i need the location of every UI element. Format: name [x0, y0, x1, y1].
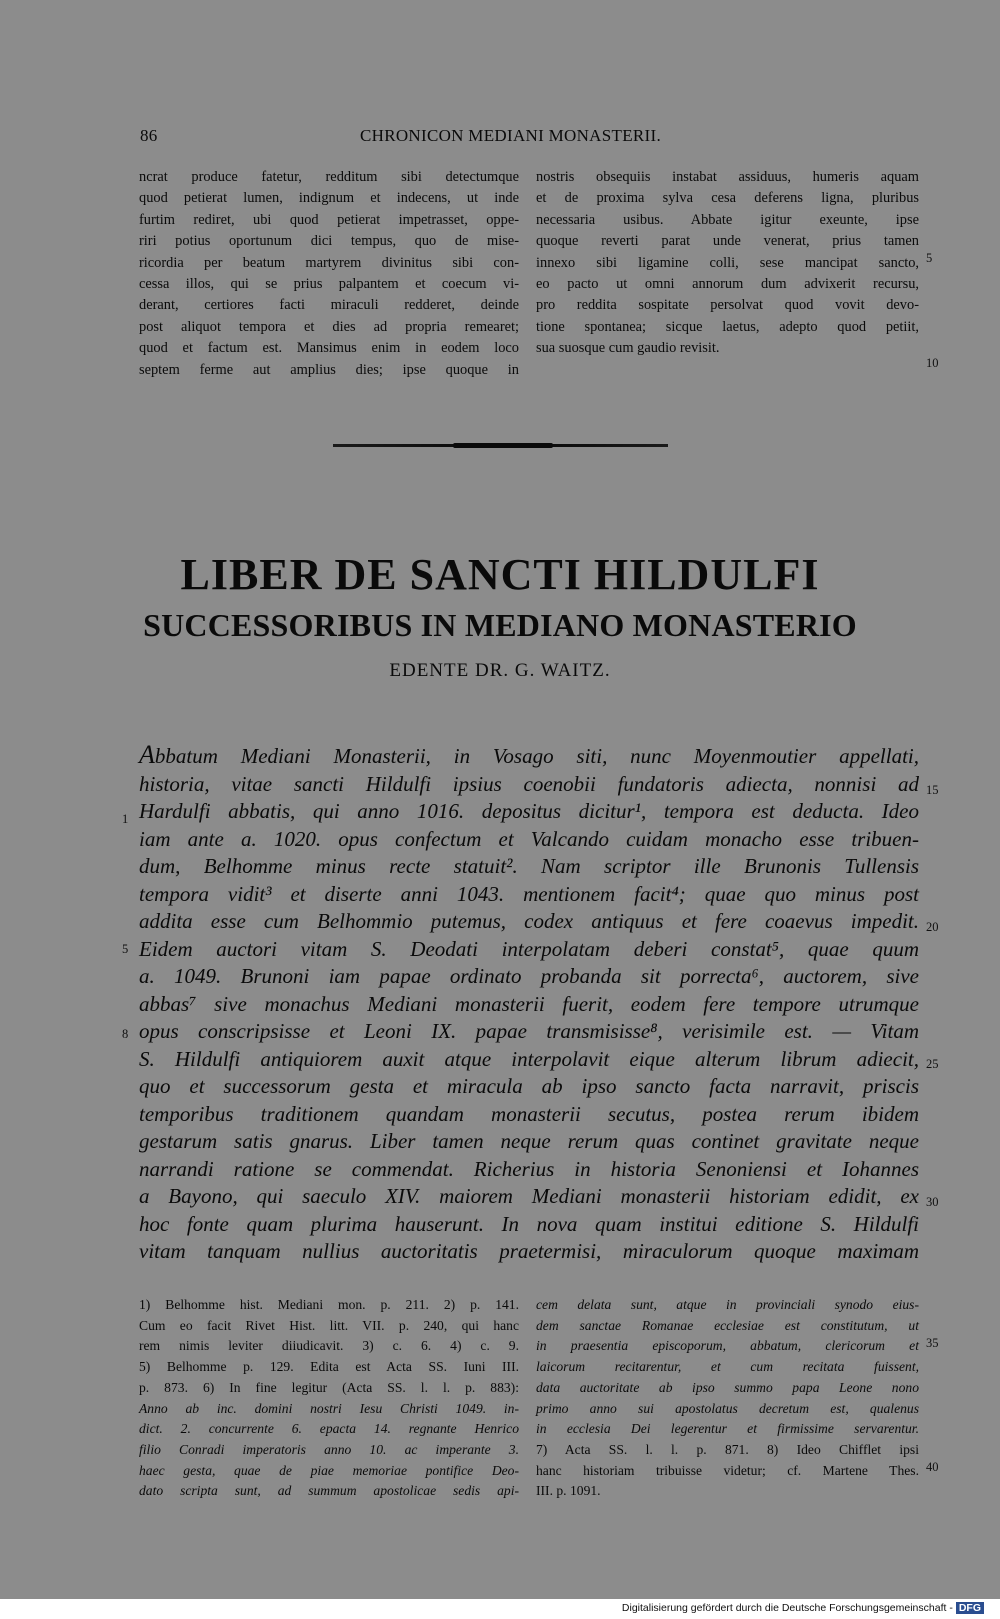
text-line: riri potius oportunum dici tempus, quo de mise- — [139, 233, 519, 250]
text-line: furtim rediret, ubi quod petierat impetrasset, oppe- — [139, 211, 519, 228]
text-line: ricordia per beatum martyrem divinitus sibi con- — [139, 254, 519, 271]
footnote-line: in ecclesia Dei legerentur et firmissime servarentur. — [536, 1421, 919, 1437]
dfg-logo: DFG — [956, 1602, 984, 1614]
text-line: cessa illos, qui se prius palpantem et coecum vi- — [139, 276, 519, 293]
text-line: nostris obsequiis instabat assiduus, humeris aquam — [536, 169, 919, 185]
text-line: narrandi ratione se commendat. Richerius in historia Senoniensi et Iohannes — [139, 1156, 919, 1181]
text-line: opus conscripsisse et Leoni IX. papae transmisisse⁸, verisimile est. — Vitam — [139, 1019, 919, 1043]
text-line: septem ferme aut amplius dies; ipse quoque in — [139, 361, 519, 378]
footnote-line: cem delata sunt, atque in provinciali synodo eius- — [536, 1297, 919, 1312]
text-line: derant, certiores facti miraculi redderet, deinde — [139, 297, 519, 314]
text-line: temporibus traditionem quandam monasterii secutus, postea rerum ibidem — [139, 1101, 919, 1126]
text-line: dum, Belhomme minus recte statuit². Nam scriptor ille Brunonis Tullensis — [139, 854, 919, 878]
line-number: 25 — [926, 1057, 939, 1071]
line-number: 5 — [926, 251, 933, 265]
text-line: tione spontanea; sicque laetus, adepto quod petiit, — [536, 318, 919, 335]
footnote-line: data auctoritate ab ipso summo papa Leone nono — [536, 1379, 919, 1395]
line-number: 10 — [926, 356, 939, 370]
text-line: sua suosque cum gaudio revisit. — [536, 340, 720, 357]
footnote-line: p. 873. 6) In fine legitur (Acta SS. l. l. p. 883): — [139, 1379, 519, 1395]
text-line: vitam tanquam nullius auctoritatis praetermisi, miraculorum quoque maximam — [139, 1239, 919, 1263]
title-line-1: LIBER DE SANCTI HILDULFI — [180, 550, 820, 599]
line-number: 30 — [926, 1195, 939, 1209]
footnote-line: hanc historiam tribuisse videtur; cf. Martene Thes. — [536, 1462, 919, 1478]
text-line: hoc fonte quam plurima hauserunt. In nova quam institui editione S. Hildulfi — [139, 1211, 919, 1236]
digitization-credit — [618, 1601, 988, 1615]
text-line: ncrat produce fatetur, redditum sibi detectumque — [139, 169, 519, 185]
title-line-2: SUCCESSORIBUS IN MEDIANO MONASTERIO — [143, 607, 857, 643]
text-line: post aliquot tempora et dies ad propria remearet; — [139, 318, 519, 335]
footnote-line: Cum eo facit Rivet Hist. litt. VII. p. 240, qui hanc — [139, 1317, 519, 1333]
text-line: pro reddita sospitate persolvat quod vovit devo- — [536, 297, 919, 314]
footnote-line: laicorum recitarentur, et cum recitata fuissent, — [536, 1359, 919, 1375]
text-line: a. 1049. Brunoni iam papae ordinato probanda sit porrecta⁶, auctorem, sive — [139, 964, 919, 988]
text-line: S. Hildulfi antiquiorem auxit atque interpolavit eique alterum librum adiecit, — [139, 1046, 919, 1071]
section-divider — [333, 444, 668, 447]
top-left-column — [139, 167, 519, 381]
top-right-column — [536, 167, 919, 360]
footnote-line: in praesentia episcoporum, abbatum, clericorum et — [536, 1338, 919, 1354]
footnote-line: primo anno sui apostolatus decretum est, qualenus — [536, 1400, 919, 1416]
text-line: et de proxima sylva cesa deferens ligna, pluribus — [536, 190, 919, 207]
editor-line: EDENTE DR. G. WAITZ. — [389, 660, 611, 681]
text-line: historia, vitae sancti Hildulfi ipsius coenobii fundatoris adiecta, nonnisi ad — [139, 771, 919, 796]
footnote-line: Anno ab inc. domini nostri Iesu Christi 1049. in- — [139, 1400, 519, 1416]
footnotes-right — [536, 1295, 919, 1502]
text-line: eo pacto ut omni annorum dum advixerit recursu, — [536, 276, 919, 293]
text-line: iam ante a. 1020. opus confectum et Valcando cuidam monacho esse tribuen- — [139, 826, 919, 851]
text-line: quoque reverti parat unde venerat, prius tamen — [536, 233, 919, 250]
text-line: abbas⁷ sive monachus Mediani monasterii fuerit, eodem fere tempore utrumque — [139, 991, 919, 1016]
text-line: addita esse cum Belhommio putemus, codex antiquus et fere coaevus impedit. — [139, 909, 919, 933]
text-line: quod et factum est. Mansimus enim in eodem loco — [139, 340, 519, 357]
text-line: quo et successorum gesta et miracula ab ipso sancto facta narravit, priscis — [139, 1074, 919, 1098]
footnote-line: 5) Belhomme p. 129. Edita est Acta SS. Iuni III. — [139, 1359, 519, 1375]
text-line: quod petierat lumen, indignum et indecens, ut inde — [139, 190, 519, 207]
credit-text: Digitalisierung gefördert durch die Deutsche Forschungsgemeinschaft - — [621, 1602, 953, 1614]
line-number: 15 — [926, 783, 939, 797]
text-line: tempora vidit³ et diserte anni 1043. mentionem facit⁴; quae quo minus post — [139, 881, 919, 906]
footnote-line: dem sanctae Romanae ecclesiae est constitutum, ut — [536, 1317, 919, 1333]
running-title: CHRONICON MEDIANI MONASTERII. — [360, 126, 661, 145]
text-line: necessaria usibus. Abbate igitur exeunte, ipse — [536, 211, 919, 228]
drop-cap: A — [139, 740, 155, 769]
line-number: 35 — [926, 1336, 939, 1350]
text-line: gestarum satis gnarus. Liber tamen neque rerum quas continet gravitate neque — [139, 1129, 919, 1153]
footnote-line: III. p. 1091. — [536, 1483, 601, 1499]
footnote-line: filio Conradi imperatoris anno 10. ac imperante 3. — [139, 1441, 519, 1457]
line-number: 8 — [122, 1027, 129, 1041]
introduction — [139, 741, 919, 1266]
text-line: innexo sibi ligamine colli, sese mancipat sancto, — [536, 254, 919, 271]
footnote-line: rem nimis leviter diiudicavit. 3) c. 6. 4) c. 9. — [139, 1338, 519, 1354]
text-line-rest: bbatum Mediani Monasterii, in Vosago siti, nunc Moyenmoutier appellati, — [154, 744, 919, 768]
text-line: a Bayono, qui saeculo XIV. maiorem Mediani monasterii historiam edidit, ex — [139, 1184, 919, 1208]
line-number: 1 — [122, 812, 129, 826]
footnote-line: haec gesta, quae de piae memoriae pontifice Deo- — [139, 1462, 519, 1478]
footnotes-left — [139, 1295, 519, 1502]
footnote-line: dato scripta sunt, ad summum apostolicae sedis api- — [139, 1483, 519, 1499]
text-line: Eidem auctori vitam S. Deodati interpolatam deberi constat⁵, quae quum — [139, 936, 919, 961]
line-number: 40 — [926, 1460, 939, 1474]
footnote-line: 7) Acta SS. l. l. p. 871. 8) Ideo Chifflet ipsi — [536, 1441, 919, 1457]
footnote-line: dict. 2. concurrente 6. epacta 14. regnante Henrico — [139, 1421, 519, 1437]
footnote-line: 1) Belhomme hist. Mediani mon. p. 211. 2) p. 141. — [139, 1297, 519, 1312]
text-line: Hardulfi abbatis, qui anno 1016. depositus dicitur¹, tempora est deducta. Ideo — [139, 799, 919, 823]
line-number: 20 — [926, 920, 939, 934]
page-number: 86 — [140, 126, 158, 145]
text-line — [139, 741, 919, 771]
line-number: 5 — [122, 942, 129, 956]
